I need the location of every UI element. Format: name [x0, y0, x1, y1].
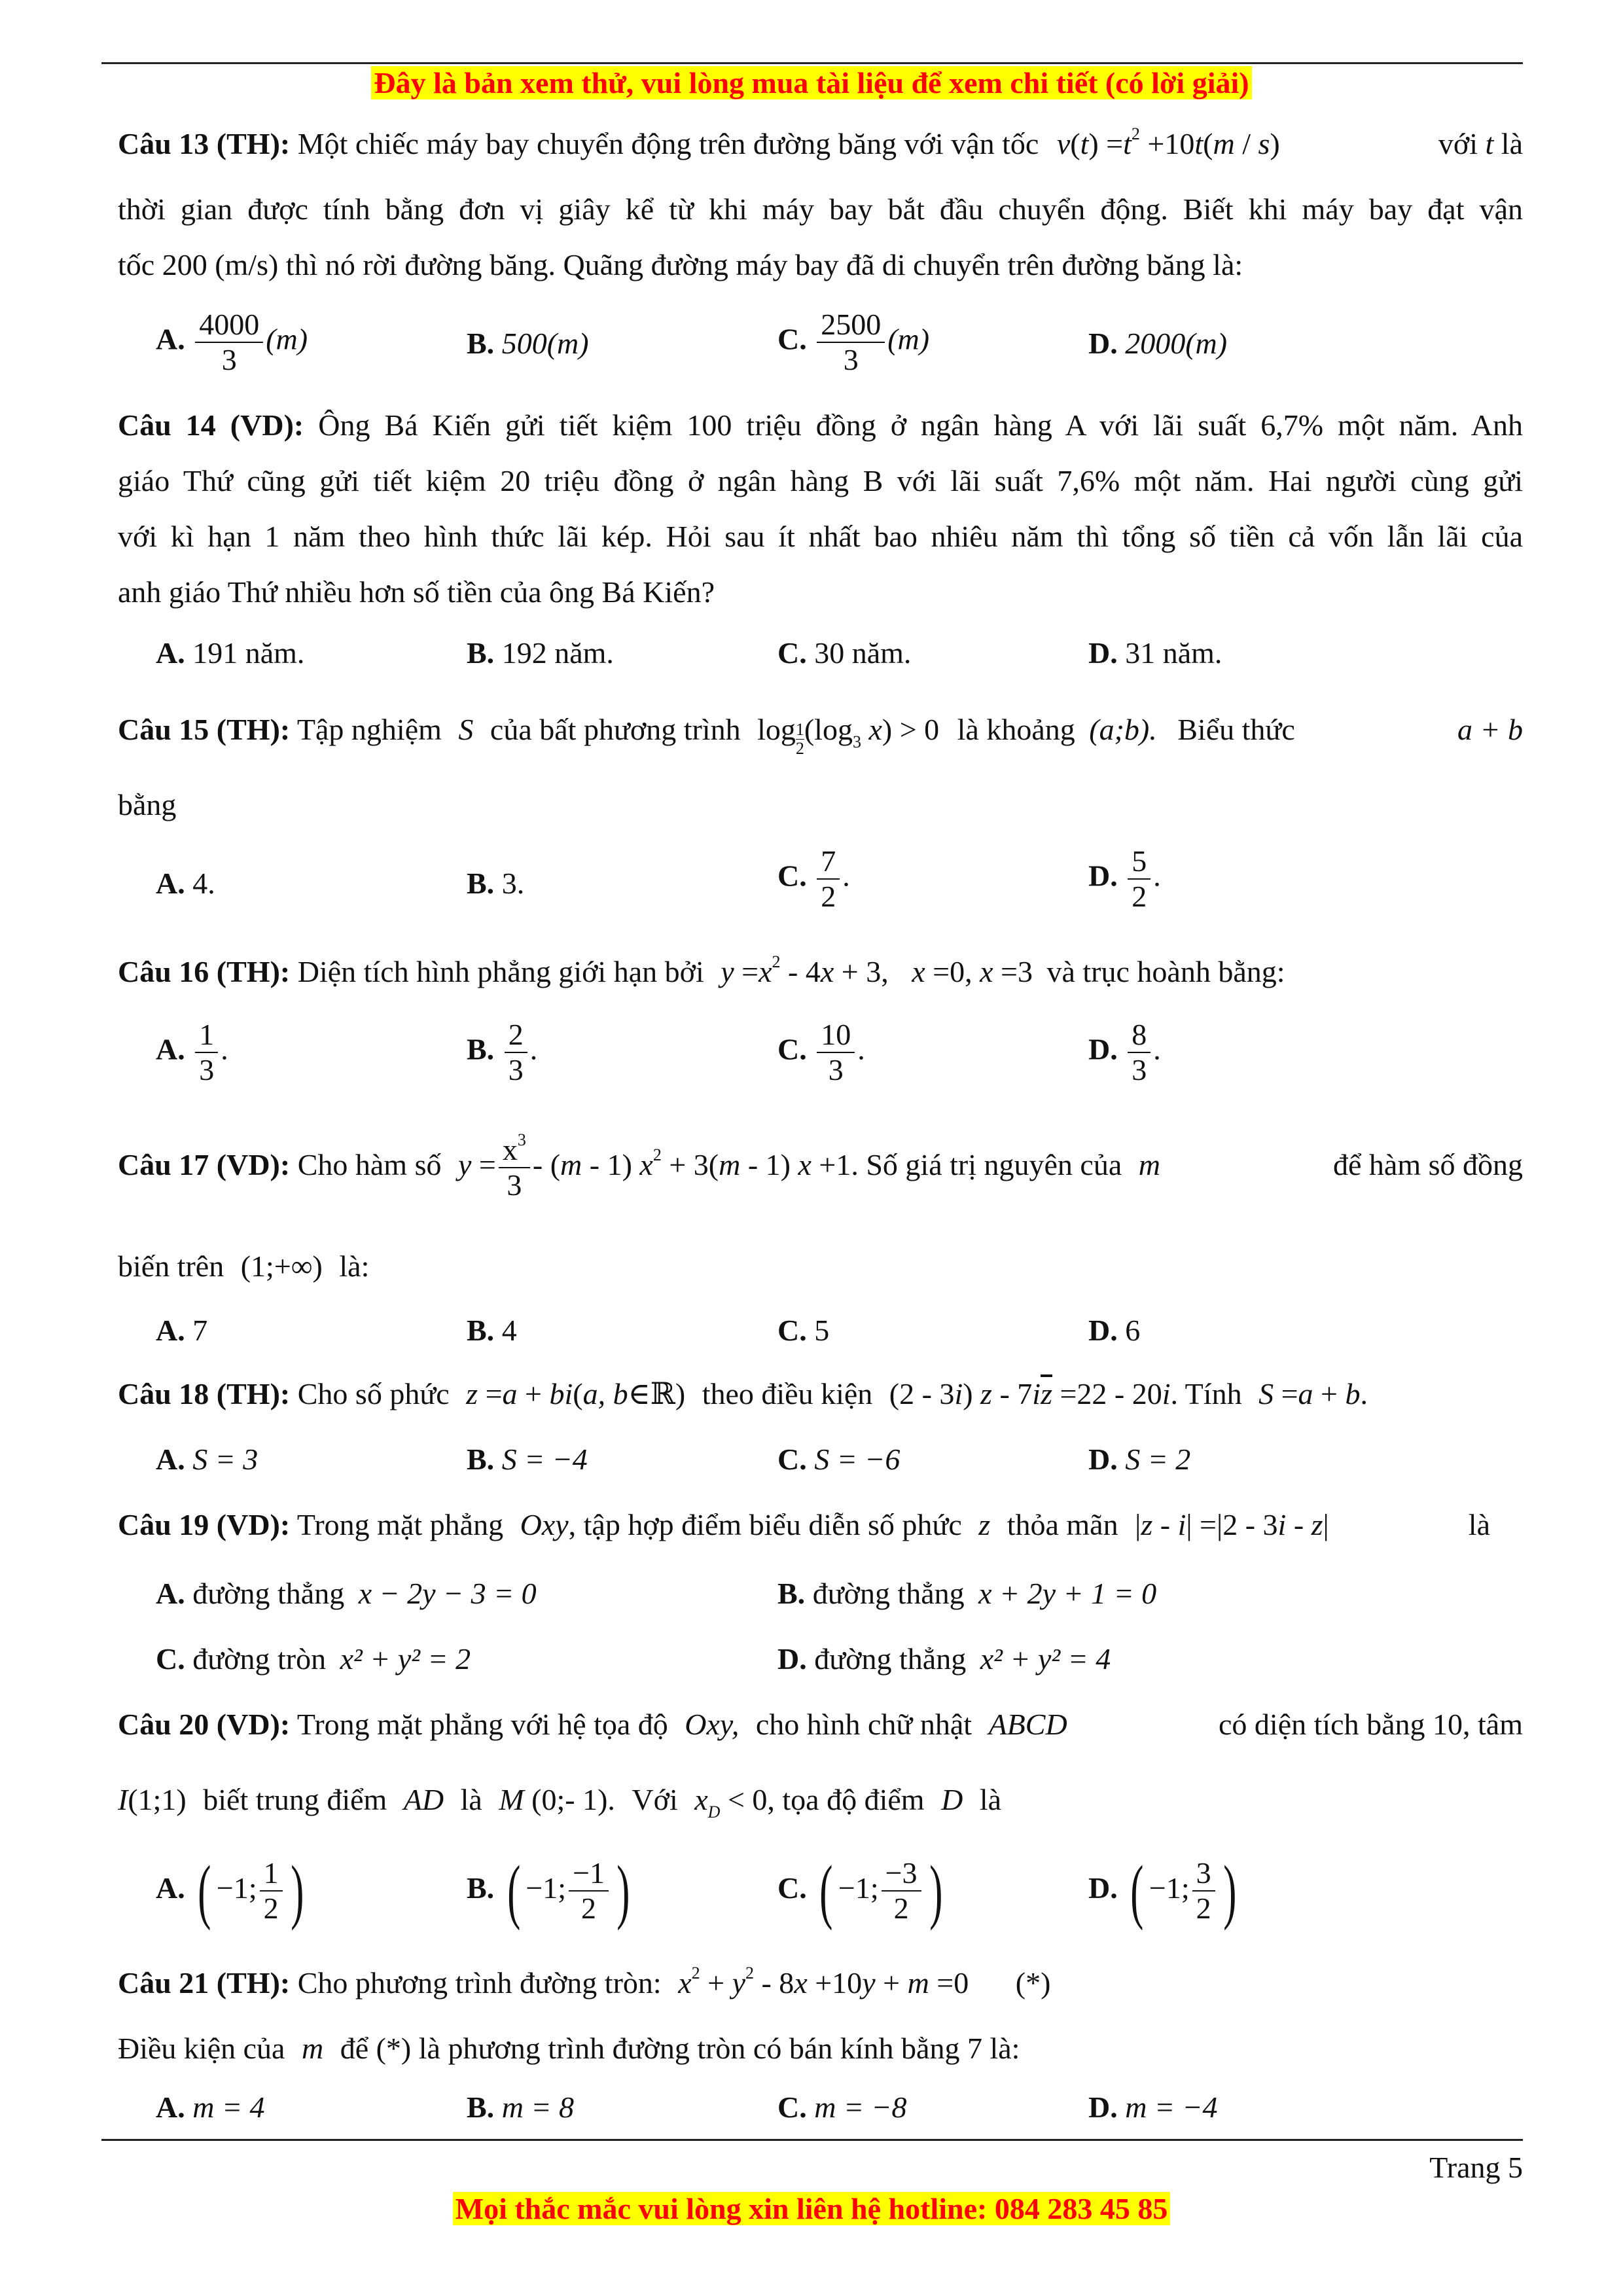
q21-option-b[interactable]: B. m = 8	[467, 2090, 574, 2124]
q18-option-d[interactable]: D. S = 2	[1088, 1443, 1191, 1476]
q20-xd-condition: $x_D < 0$	[694, 1783, 768, 1821]
q16-option-d[interactable]: D. $\frac{8}{3}$ .	[1088, 1018, 1161, 1086]
q20-option-c[interactable]: C. ( −1; $\frac{-3}{2}$ )	[777, 1851, 942, 1931]
q19-condition: |z - i| =|2 - 3i - z|	[1135, 1508, 1329, 1541]
q21-line2: Điều kiện của m để (*) là phương trình đường tròn có bán kính bằng 7 là:	[118, 2032, 1020, 2065]
q13-label: Câu 13 (TH):	[118, 127, 291, 160]
q13-option-d[interactable]: D. 2000(m)	[1088, 327, 1228, 360]
q19-option-a[interactable]: A. đường thẳng x − 2y − 3 = 0	[156, 1577, 537, 1610]
q20-midpoint: M (0;- 1).	[499, 1783, 615, 1816]
q14-option-c[interactable]: C. 30 năm.	[777, 636, 912, 670]
q13-option-a[interactable]: A. $\frac{4000}{3}$ (m)	[156, 308, 308, 376]
q13-text-1a: Một chiếc máy bay chuyển động trên đường băng với vận tốc	[297, 127, 1039, 160]
q16-bounds: x =0, x =3	[912, 955, 1033, 988]
q21-label: Câu 21 (TH):	[118, 1966, 291, 2000]
q21-circle-eq: $x^2 + y^2 - 8x +10y + m =0$	[678, 1964, 969, 2000]
q20-option-a[interactable]: A. ( −1; $\frac{1}{2}$ )	[156, 1851, 304, 1931]
q13-line3: tốc 200 (m/s) thì nó rời đường băng. Quãng đường máy bay đã di chuyển trên đường băng là:	[118, 248, 1243, 281]
q18-complex-def: z =a + bi(a, b∈ℝ)	[466, 1377, 686, 1410]
q16-option-b[interactable]: B. $\frac{2}{3}$ .	[467, 1018, 538, 1086]
q16-option-a[interactable]: A. $\frac{1}{3}$ .	[156, 1018, 228, 1086]
q17-option-a[interactable]: A. 7	[156, 1314, 208, 1347]
q15-line2: bằng	[118, 788, 177, 821]
q17-option-d[interactable]: D. 6	[1088, 1314, 1141, 1347]
q20-label: Câu 20 (VD):	[118, 1708, 291, 1741]
q21-option-d[interactable]: D. m = −4	[1088, 2090, 1218, 2124]
q15-option-c[interactable]: C. $\frac{7}{2}$ .	[777, 844, 850, 913]
q20-line1: Câu 20 (VD): Trong mặt phẳng với hệ tọa độ Oxy, cho hình chữ nhật ABCD có diện tích bằng 10, tâm	[118, 1708, 1523, 1741]
q15-inequality: log $\frac{1}{2}$ ($\log_3$ x) > 0	[757, 713, 940, 758]
hotline-banner-text: Mọi thắc mắc vui lòng xin liên hệ hotline: 084 283 45 85	[453, 2192, 1171, 2225]
q17-option-c[interactable]: C. 5	[777, 1314, 830, 1347]
q21-option-c[interactable]: C. m = −8	[777, 2090, 907, 2124]
q14-line3: với kì hạn 1 năm theo hình thức lãi kép. Hỏi sau ít nhất bao nhiêu năm thì tổng số tiền cả vốn lẫn lãi của	[118, 520, 1523, 553]
q16-curve: $y =x^2 - 4x + 3$,	[721, 952, 889, 988]
q18-option-a[interactable]: A. S = 3	[156, 1443, 259, 1476]
preview-banner	[0, 65, 1623, 100]
q19-line1: Câu 19 (VD): Trong mặt phẳng Oxy, tập hợp điểm biểu diễn số phức z thỏa mãn |z - i| =|2 - 3i - z| là	[118, 1508, 1490, 1541]
q20-line2: I(1;1) biết trung điểm AD là M (0;- 1). Với $x_D < 0$, tọa độ điểm D là	[118, 1783, 1002, 1821]
q15-option-a[interactable]: A. 4.	[156, 867, 215, 900]
q19-label: Câu 19 (VD):	[118, 1508, 291, 1541]
q18-option-b[interactable]: B. S = −4	[467, 1443, 588, 1476]
q18-line1: Câu 18 (TH): Cho số phức z =a + bi(a, b∈ℝ) theo điều kiện (2 - 3i) $z - 7i\overline{z} =22 - 20i$. Tính S =a + b.	[118, 1377, 1368, 1410]
preview-banner-text: Đây là bản xem thử, vui lòng mua tài liệu để xem chi tiết (có lời giải)	[371, 66, 1251, 99]
q13-text-1b: với t là	[1438, 127, 1523, 160]
q14-line2: giáo Thứ cũng gửi tiết kiệm 20 triệu đồng ở ngân hàng B với lãi suất 7,6% một năm. Hai người cùng gửi	[118, 464, 1523, 497]
q17-function: y = $\frac{x^3}{3}$ - (m - 1) $x^2 + 3(m - 1)$ x +1	[457, 1130, 851, 1202]
q18-label: Câu 18 (TH):	[118, 1377, 291, 1410]
q13-velocity-formula: $v(t) =t^2 +10t(m / s)$	[1056, 124, 1280, 160]
q16-label: Câu 16 (TH):	[118, 955, 291, 988]
q15-option-d[interactable]: D. $\frac{5}{2}$ .	[1088, 844, 1161, 913]
q16-option-c[interactable]: C. $\frac{10}{3}$ .	[777, 1018, 865, 1086]
q13-option-b[interactable]: B. 500(m)	[467, 327, 589, 360]
q16-line1: Câu 16 (TH): Diện tích hình phẳng giới hạn bởi $y =x^2 - 4x + 3$, x =0, x =3 và trục hoành bằng:	[118, 952, 1285, 988]
q17-label: Câu 17 (VD):	[118, 1148, 291, 1181]
top-rule	[101, 62, 1523, 64]
q15-option-b[interactable]: B. 3.	[467, 867, 525, 900]
q13-option-c[interactable]: C. $\frac{2500}{3}$ (m)	[777, 308, 930, 376]
q18-option-c[interactable]: C. S = −6	[777, 1443, 901, 1476]
q17-line2: biến trên (1;+∞) là:	[118, 1249, 370, 1283]
q19-option-c[interactable]: C. đường tròn x² + y² = 2	[156, 1642, 471, 1676]
q13-line2: thời gian được tính bằng đơn vị giây kể từ khi máy bay bắt đầu chuyển động. Biết khi máy bay đạt vận	[118, 192, 1523, 226]
q13-line1	[118, 124, 1523, 164]
q18-condition: (2 - 3i) $z - 7i\overline{z} =22 - 20i$	[889, 1377, 1171, 1410]
q19-option-d[interactable]: D. đường thẳng x² + y² = 4	[777, 1642, 1111, 1676]
q15-label: Câu 15 (TH):	[118, 713, 291, 746]
bottom-rule	[101, 2139, 1523, 2141]
q14-line4: anh giáo Thứ nhiều hơn số tiền của ông Bá Kiến?	[118, 575, 715, 609]
q17-option-b[interactable]: B. 4	[467, 1314, 517, 1347]
q14-label: Câu 14 (VD):	[118, 408, 304, 442]
q14-option-b[interactable]: B. 192 năm.	[467, 636, 614, 670]
q14-line1: Câu 14 (VD): Ông Bá Kiến gửi tiết kiệm 100 triệu đồng ở ngân hàng A với lãi suất 6,7% một năm. Anh	[118, 408, 1523, 442]
q20-center: I(1;1)	[118, 1783, 187, 1816]
q14-option-a[interactable]: A. 191 năm.	[156, 636, 305, 670]
q20-option-d[interactable]: D. ( −1; $\frac{3}{2}$ )	[1088, 1851, 1237, 1931]
q18-sum: S =a + b	[1258, 1377, 1361, 1410]
q13-option-c-fraction: $\frac{2500}{3}$	[817, 308, 885, 377]
q20-option-b[interactable]: B. ( −1; $\frac{-1}{2}$ )	[467, 1851, 630, 1931]
q21-line1: Câu 21 (TH): Cho phương trình đường tròn: $x^2 + y^2 - 8x +10y + m =0$ (*)	[118, 1964, 1051, 2000]
q14-option-d[interactable]: D. 31 năm.	[1088, 636, 1222, 670]
q21-option-a[interactable]: A. m = 4	[156, 2090, 265, 2124]
q19-option-b[interactable]: B. đường thẳng x + 2y + 1 = 0	[777, 1577, 1157, 1610]
q13-option-a-fraction: $\frac{4000}{3}$	[195, 308, 263, 377]
q17-line1: Câu 17 (VD): Cho hàm số y = $\frac{x^3}{3}$ - (m - 1) $x^2 + 3(m - 1)$ x +1. Số giá trị nguyên của m để hàm số đồng	[118, 1130, 1523, 1202]
page-number: Trang 5	[1429, 2151, 1523, 2184]
hotline-banner	[0, 2191, 1623, 2226]
q15-line1: Câu 15 (TH): Tập nghiệm S của bất phương trình log $\frac{1}{2}$ ($\log_3$ x) > 0 là khoảng (a;b). Biểu thức a + b	[118, 713, 1523, 758]
